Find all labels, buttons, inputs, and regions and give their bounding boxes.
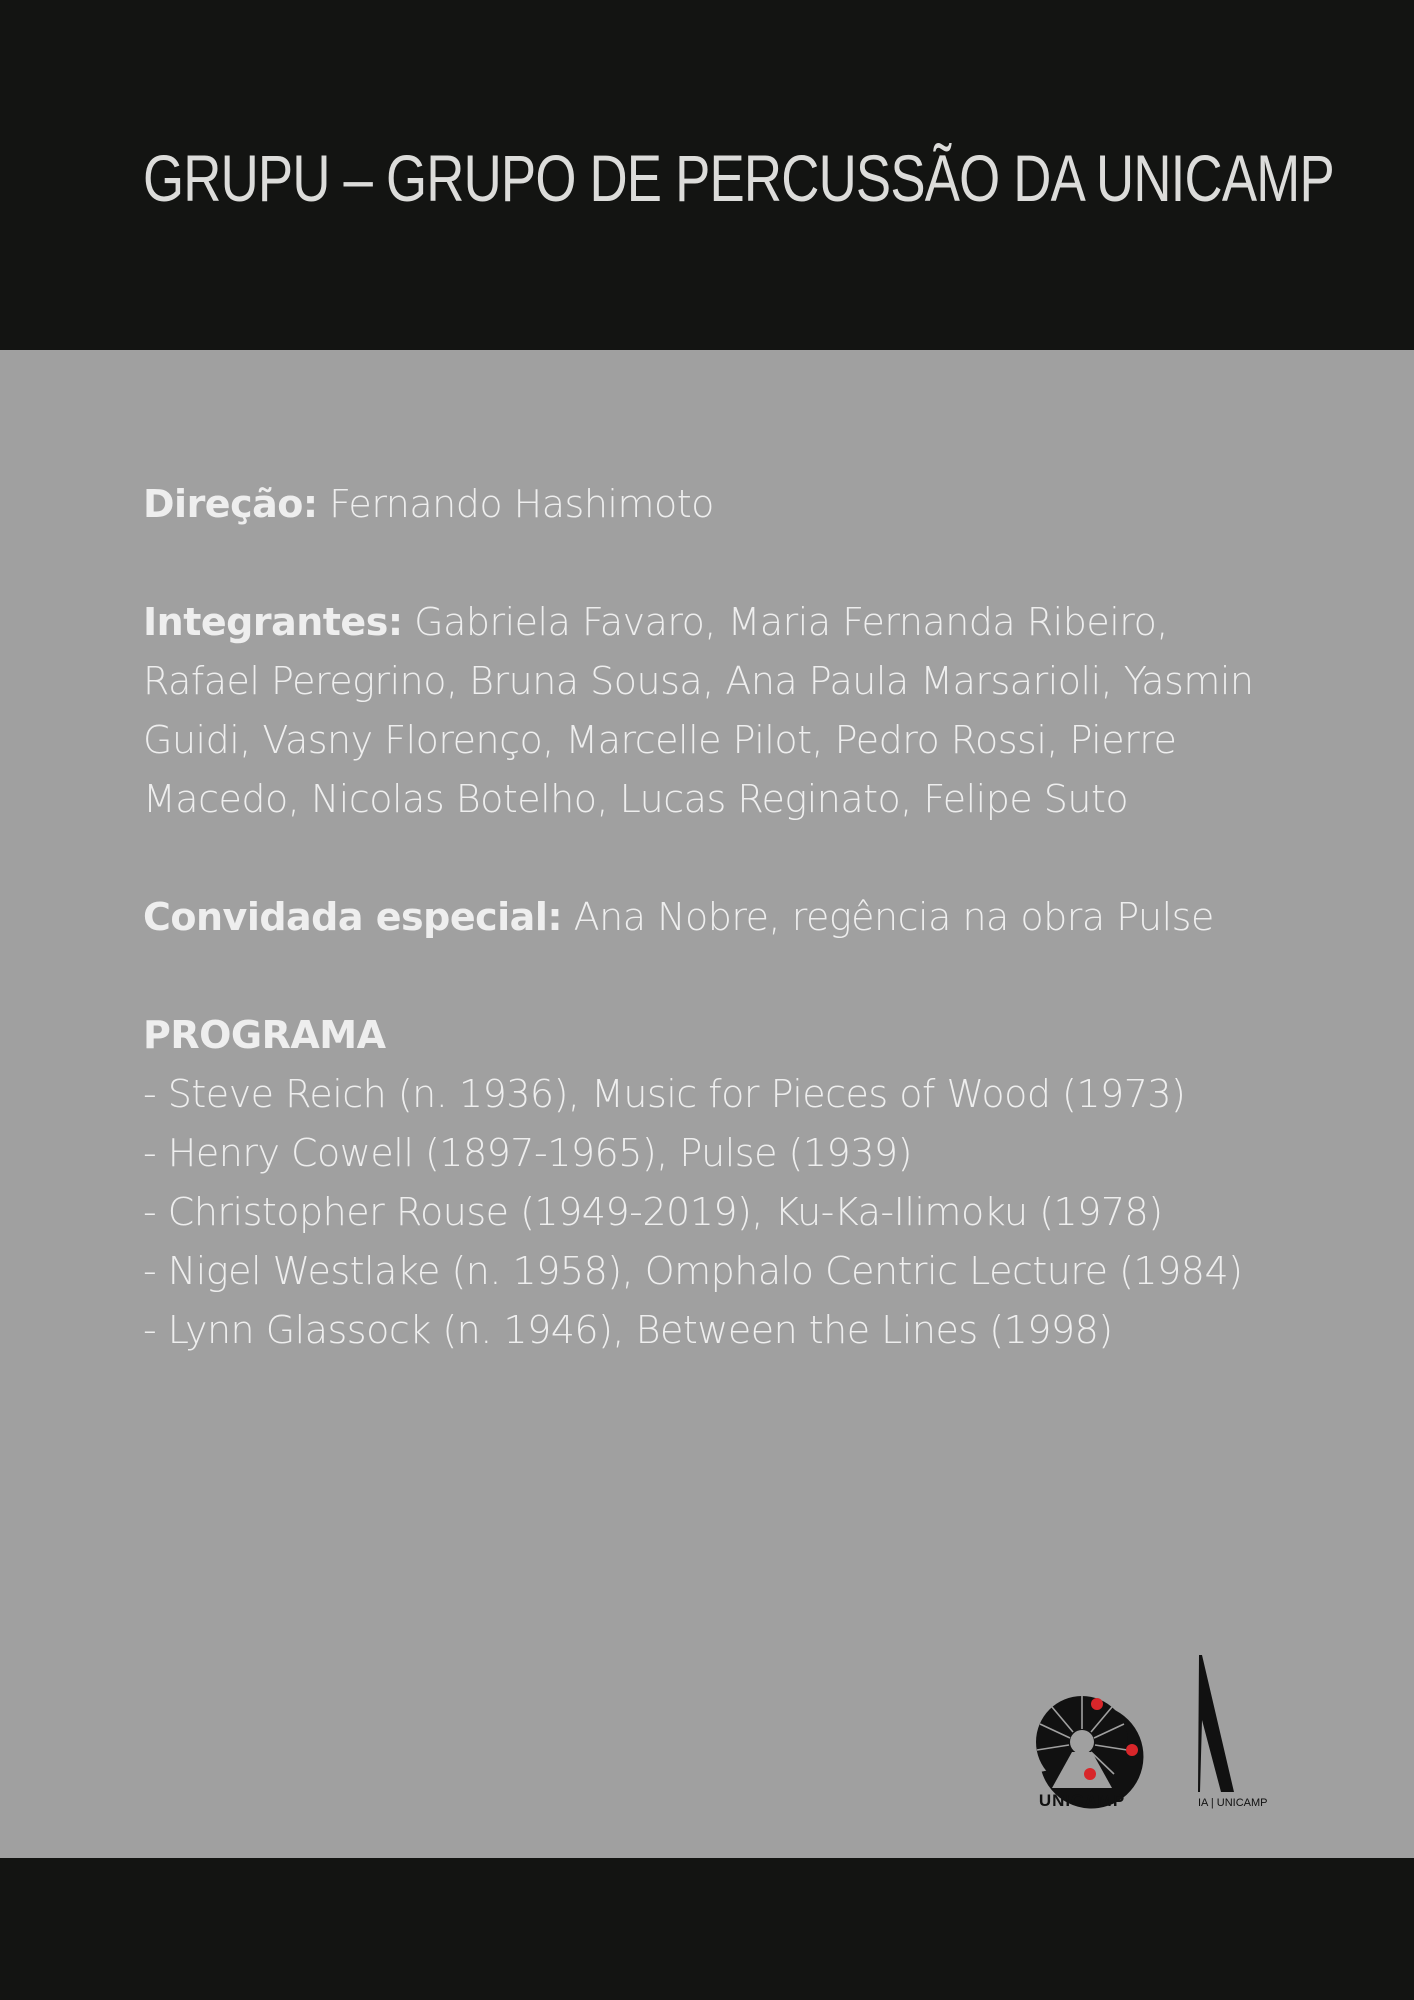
convidada-value: Ana Nobre, regência na obra Pulse [573, 895, 1214, 939]
spacer [143, 947, 1293, 1006]
integrantes-label: Integrantes: [143, 600, 403, 644]
logos-svg [1020, 1650, 1270, 1810]
convidada-label: Convidada especial: [143, 895, 563, 939]
ia-unicamp-logo [1198, 1655, 1267, 1809]
unicamp-logo [1025, 1690, 1158, 1810]
programa-item: - Christopher Rouse (1949-2019), Ku-Ka-Ilimoku (1978) [143, 1190, 1163, 1234]
header-band [0, 0, 1414, 350]
page-title: GRUPU – GRUPO DE PERCUSSÃO DA UNICAMP [143, 141, 1334, 215]
programa-item: - Lynn Glassock (n. 1946), Between the Lines (1998) [143, 1308, 1113, 1352]
integrantes-value: Gabriela Favaro, Maria Fernanda Ribeiro, Rafael Peregrino, Bruna Sousa, Ana Paula Marsarioli, Yasmin Guidi, Vasny Florenço, Marcelle Pilot, Pedro Rossi, Pierre Macedo, Nicolas Botelho, Lucas Reginato, Felipe Suto [143, 600, 1254, 821]
programa-list [143, 1065, 1293, 1360]
spacer [143, 534, 1293, 593]
spacer [143, 829, 1293, 888]
programa-item: - Henry Cowell (1897-1965), Pulse (1939) [143, 1131, 912, 1175]
logos-area [1020, 1650, 1270, 1810]
direcao-value: Fernando Hashimoto [329, 482, 714, 526]
programa-item: - Steve Reich (n. 1936), Music for Pieces of Wood (1973) [143, 1072, 1186, 1116]
convidada-line [143, 888, 1293, 947]
programa-item: - Nigel Westlake (n. 1958), Omphalo Centric Lecture (1984) [143, 1249, 1243, 1293]
programa-heading: PROGRAMA [143, 1013, 386, 1057]
main-content [143, 475, 1293, 1360]
integrantes-line [143, 593, 1293, 829]
direcao-line [143, 475, 1293, 534]
footer-band [0, 1858, 1414, 2000]
direcao-label: Direção: [143, 482, 318, 526]
ia-unicamp-wordmark: IA | UNICAMP [1198, 1797, 1268, 1809]
unicamp-wordmark: UNICAMP [1038, 1791, 1126, 1810]
